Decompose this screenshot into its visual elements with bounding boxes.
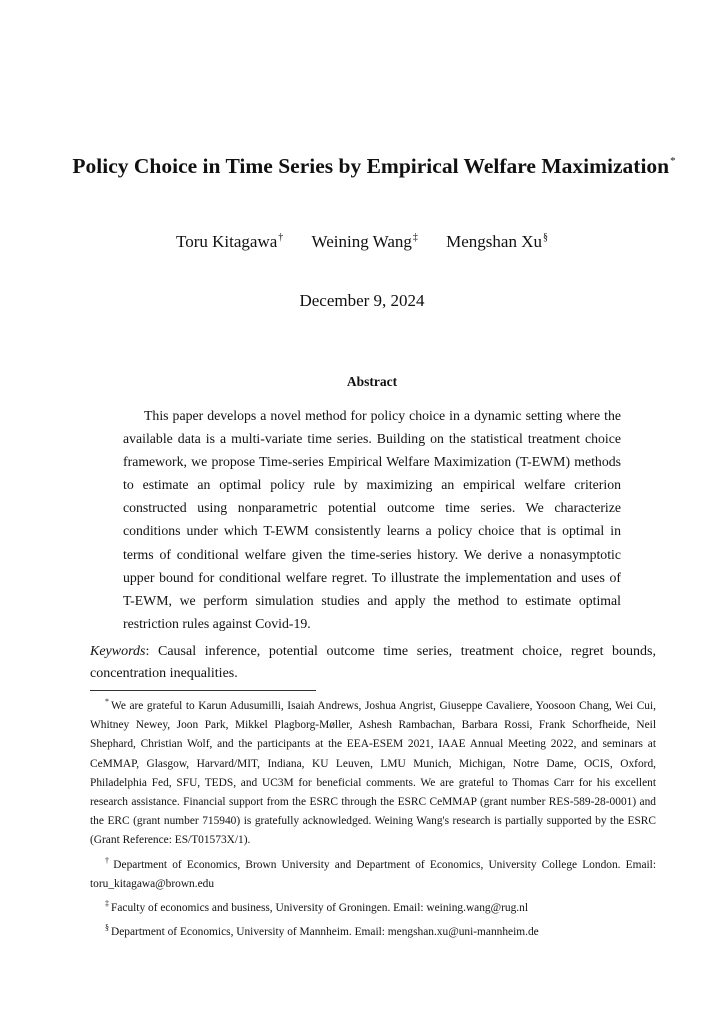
author-list bbox=[0, 232, 724, 252]
author-footnote-mark: § bbox=[542, 232, 548, 243]
footnote-mark: * bbox=[105, 697, 109, 706]
author-footnote-mark: † bbox=[278, 232, 284, 243]
keywords-separator: : bbox=[145, 644, 158, 659]
footnote-mark: ‡ bbox=[105, 899, 109, 909]
title-footnote-mark: * bbox=[670, 155, 676, 167]
footnote-author-3 bbox=[90, 918, 656, 942]
footnote-author-1 bbox=[90, 851, 656, 894]
footnotes bbox=[90, 692, 656, 942]
author-name: Mengshan Xu bbox=[446, 232, 542, 251]
author-1 bbox=[176, 232, 283, 252]
footnote-mark: § bbox=[105, 923, 109, 933]
abstract-heading: Abstract bbox=[346, 374, 398, 389]
paper-date: December 9, 2024 bbox=[299, 291, 425, 310]
abstract-body: This paper develops a novel method for policy choice in a dynamic setting where the available data is a multi-variate time series. Building on the statistical treatment choice framework, we propose Time-series Empirical Welfare Maximization (T-EWM) methods to estimate an optimal policy rule by maximizing an empirical welfare criterion constructed using nonparametric potential outcome time series. We characterize conditions under which T-EWM consistently learns a policy choice that is optimal in terms of conditional welfare given the time-series history. We derive a nonasymptotic upper bound for conditional welfare regret. To illustrate the implementation and uses of T-EWM, we perform simulation studies and apply the method to estimate optimal restriction rules against Covid-19. bbox=[123, 408, 621, 631]
footnote-rule bbox=[90, 690, 316, 691]
author-name: Weining Wang bbox=[311, 232, 412, 251]
paper-title bbox=[70, 144, 678, 183]
keywords-text: Causal inference, potential outcome time series, treatment choice, regret bounds, concentration inequalities. bbox=[90, 644, 657, 681]
keywords-label: Keywords bbox=[90, 644, 146, 659]
author-footnote-mark: ‡ bbox=[412, 232, 418, 243]
author-name: Toru Kitagawa bbox=[176, 232, 278, 251]
footnote-author-2 bbox=[90, 894, 656, 918]
footnote-text: Faculty of economics and business, University of Groningen. Email: weining.wang@rug.nl bbox=[111, 902, 528, 915]
author-2 bbox=[312, 232, 418, 252]
title-text: Policy Choice in Time Series by Empirical Welfare Maximization bbox=[72, 154, 670, 178]
keywords bbox=[90, 641, 656, 685]
footnote-text: Department of Economics, University of Mannheim. Email: mengshan.xu@uni-mannheim.de bbox=[111, 926, 539, 939]
footnote-text: Department of Economics, Brown University and Department of Economics, University College London. Email: toru_kitagawa@brown.edu bbox=[90, 858, 657, 890]
footnote-text: We are grateful to Karun Adusumilli, Isaiah Andrews, Joshua Angrist, Giuseppe Cavaliere, Yoosoon Chang, Wei Cui, Whitney Newey, Joon Park, Mikkel Plagborg-Møller, Ashesh Rambachan, Barbara Rossi, Frank Schorfheide, Neil Shephard, Christian Wolf, and the participants at the EEA-ESEM 2021, IAAE Annual Meeting 2022, and seminars at CeMMAP, Glasgow, Harvard/MIT, Indiana, KU Leuven, LMU Munich, Michigan, Notre Dame, OCIS, Oxford, Philadelphia Fed, SFU, TEDS, and UC3M for beneficial comments. We are grateful to Thomas Carr for his excellent research assistance. Financial support from the ESRC through the ESRC CeMMAP (grant number RES-589-28-0001) and the ERC (grant number 715940) is gratefully acknowledged. Weining Wang's research is partially supported by the ESRC (Grant Reference: ES/T01573X/1). bbox=[90, 700, 656, 847]
author-3 bbox=[446, 232, 548, 252]
footnote-mark: † bbox=[105, 855, 112, 865]
footnote-acknowledgements bbox=[90, 692, 656, 851]
